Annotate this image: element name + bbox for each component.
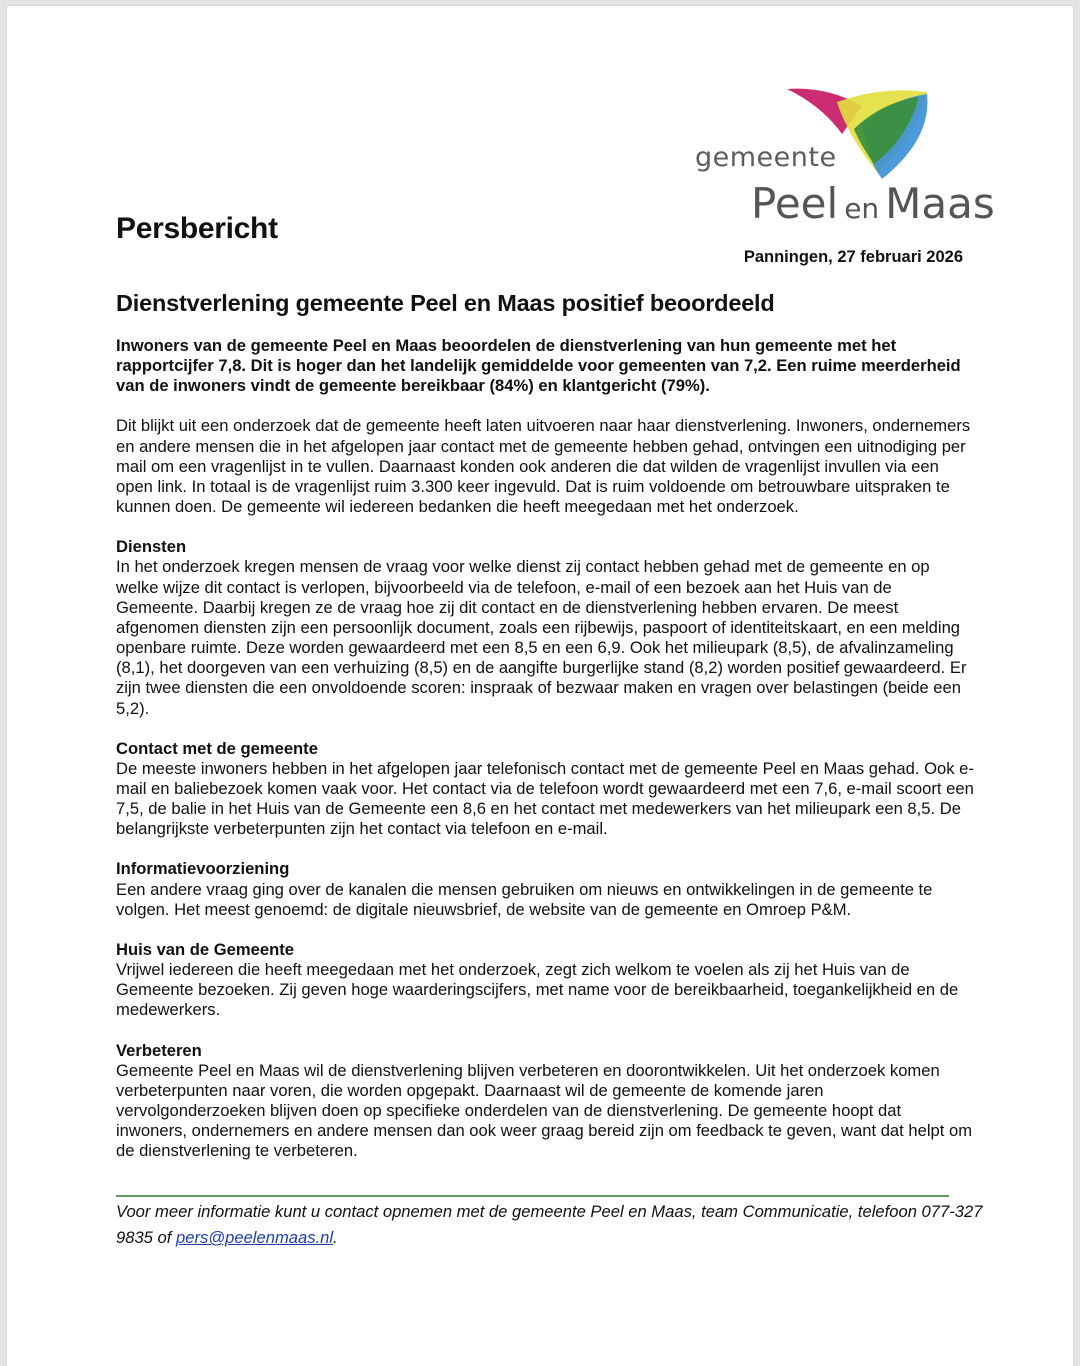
section-title: Verbeteren: [116, 1040, 202, 1060]
article-body: [116, 336, 976, 1181]
headline: Dienstverlening gemeente Peel en Maas positief beoordeeld: [116, 290, 775, 316]
section-title: Contact met de gemeente: [116, 738, 318, 758]
lead-paragraph: Inwoners van de gemeente Peel en Maas beoordelen de dienstverlening van hun gemeente met het rapportcijfer 7,8. Dit is hoger dan het landelijk gemiddelde voor gemeenten van 7,2. Een ruime meerderheid van de inwoners vindt de gemeente bereikbaar (84%) en klantgericht (79%).: [116, 336, 961, 396]
document-type: Persbericht: [116, 212, 278, 245]
press-email-link[interactable]: pers@peelenmaas.nl: [175, 1228, 334, 1247]
logo-name-part2: Maas: [885, 179, 995, 228]
section-contact: [116, 739, 976, 840]
section-body: Gemeente Peel en Maas wil de dienstverlening blijven verbeteren en doorontwikkelen. Uit het onderzoek komen verbeterpunten naar voren, die worden opgepakt. Daarnaast wil de gemeente de komende jaren vervolgonderzoeken blijven doen op specifieke onderdelen van de dienstverlening. De gemeente hoopt dat inwoners, ondernemers en andere mensen dan ook weer graag bereid zijn om feedback te geven, want dat helpt om de dienstverlening te verbeteren.: [116, 1060, 973, 1161]
intro-paragraph: Dit blijkt uit een onderzoek dat de gemeente heeft laten uitvoeren naar haar dienstverlening. Inwoners, ondernemers en andere mensen die in het afgelopen jaar contact met de gemeente hebben gehad, ontvingen een uitnodiging per mail om een vragenlijst in te vullen. Daarnaast konden ook anderen die dat wilden de vragenlijst invullen via een open link. In totaal is de vragenlijst ruim 3.300 keer ingevuld. Dat is ruim voldoende om betrouwbare uitspraken te kunnen doen. De gemeente wil iedereen bedanken die heeft meegedaan met het onderzoek.: [116, 416, 971, 517]
section-body: De meeste inwoners hebben in het afgelopen jaar telefonisch contact met de gemeente Peel en Maas gehad. Ook e-mail en baliebezoek komen vaak voor. Het contact via de telefoon wordt gewaardeerd met een 7,6, e-mail scoort een 7,5, de balie in het Huis van de Gemeente een 8,6 en het contact met medewerkers van het milieupark een 8,5. De belangrijkste verbeterpunten zijn het contact via telefoon en e-mail.: [116, 758, 974, 839]
document-page: [7, 6, 1073, 1366]
footer-suffix: .: [333, 1228, 338, 1247]
section-title: Informatievoorziening: [116, 859, 290, 879]
section-informatievoorziening: [116, 859, 976, 919]
section-body: Vrijwel iedereen die heeft meegedaan met het onderzoek, zegt zich welkom te voelen als zij het Huis van de Gemeente bezoeken. Zij geven hoge waarderingscijfers, met name voor de bereikbaarheid, toegankelijkheid en de medewerkers.: [116, 960, 959, 1020]
section-huis-van-de-gemeente: [116, 940, 976, 1021]
logo-name-connector: en: [844, 192, 880, 225]
section-diensten: [116, 537, 976, 718]
logo-prefix: gemeente: [695, 142, 837, 173]
section-verbeteren: [116, 1041, 976, 1162]
footer-text: Voor meer informatie kunt u contact opnemen met de gemeente Peel en Maas, team Communicatie, telefoon 077-327 9835 of: [116, 1202, 983, 1247]
section-body: In het onderzoek kregen mensen de vraag voor welke dienst zij contact hebben gehad met de gemeente en op welke wijze dit contact is verlopen, bijvoorbeeld via de telefoon, e-mail of een bezoek aan het Huis van de Gemeente. Daarbij kregen ze de vraag hoe zij dit contact en de dienstverlening hebben ervaren. De meest afgenomen diensten zijn een persoonlijk document, zoals een rijbewijs, paspoort of identiteitskaart, en een melding openbare ruimte. Deze worden gewaardeerd met een 8,5 en een 6,9. Ook het milieupark (8,5), de afvalinzameling (8,1), het doorgeven van een verhuizing (8,5) en de aangifte burgerlijke stand (8,2) worden positief gewaardeerd. Er zijn twee diensten die een onvoldoende scoren: inspraak of bezwaar maken en vragen over belastingen (beide een 5,2).: [116, 557, 967, 718]
contact-footer: [116, 1199, 986, 1251]
section-body: Een andere vraag ging over de kanalen die mensen gebruiken om nieuws en ontwikkelingen in de gemeente te volgen. Het meest genoemd: de digitale nieuwsbrief, de website van de gemeente en Omroep P&M.: [116, 879, 933, 919]
section-title: Diensten: [116, 537, 187, 557]
logo-name-part1: Peel: [751, 179, 839, 228]
dateline: Panningen, 27 februari 2026: [743, 248, 963, 266]
municipality-logo: [687, 84, 1017, 234]
section-title: Huis van de Gemeente: [116, 939, 294, 959]
logo-name: [751, 179, 995, 228]
footer-divider: [116, 1195, 949, 1197]
